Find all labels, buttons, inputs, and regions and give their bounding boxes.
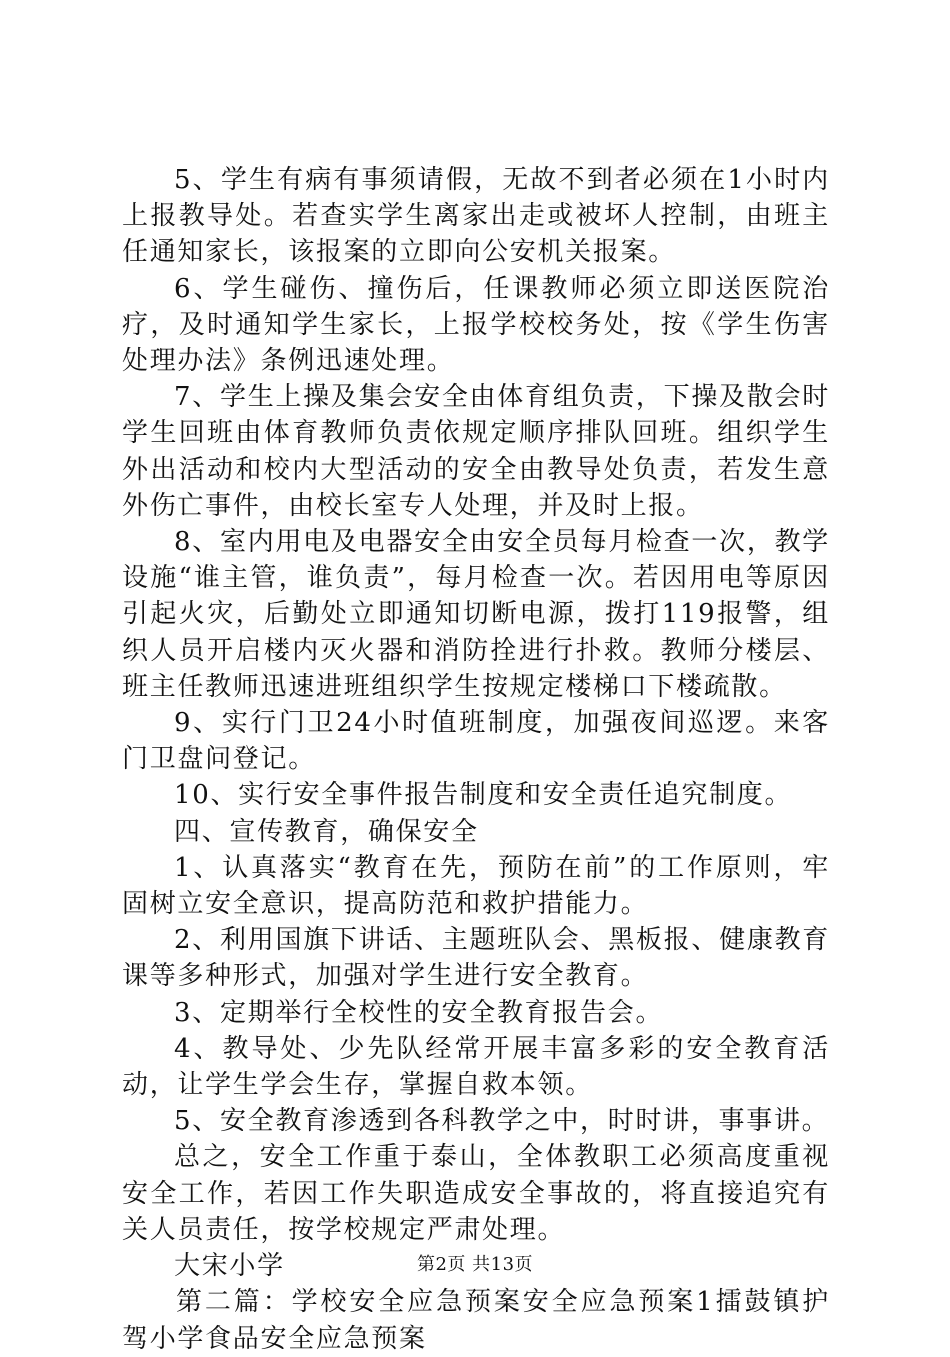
paragraph-education-forms: 2、利用国旗下讲话、主题班队会、黑板报、健康教育课等多种形式，加强对学生进行安全教育。 [122,925,830,992]
paragraph-reporting-system: 10、实行安全事件报告制度和安全责任追究制度。 [174,780,793,811]
section-heading-education: 四、宣传教育，确保安全 [174,816,479,847]
paragraph-education-principle: 1、认真落实“教育在先，预防在前”的工作原则，牢固树立安全意识，提高防范和救护措能力。 [122,852,830,920]
school-signature: 大宋小学 [174,1251,285,1282]
paragraph-teaching-integration: 5、安全教育渗透到各科教学之中，时时讲，事事讲。 [174,1106,830,1137]
paragraph-injury-handling: 6、学生碰伤、撞伤后，任课教师必须立即送医院治疗，及时通知学生家长，上报学校校务处，按《学生伤害处理办法》条例迅速处理。 [122,273,830,377]
paragraph-report-meeting: 3、定期举行全校性的安全教育报告会。 [174,997,664,1028]
paragraph-conclusion: 总之，安全工作重于泰山，全体教职工必须高度重视安全工作，若因工作失职造成安全事故的，将直接追究有关人员责任，按学校规定严肃处理。 [122,1142,830,1245]
paragraph-sick-leave: 5、学生有病有事须请假，无故不到者必须在1小时内上报教导处。若查实学生离家出走或被坏人控制，由班主任通知家长，该报案的立即向公安机关报案。 [122,165,830,268]
page-number-footer: 第2页 共13页 [416,1254,534,1275]
paragraph-activities: 4、教导处、少先队经常开展丰富多彩的安全教育活动，让学生学会生存，掌握自救本领。 [122,1033,830,1101]
paragraph-guard-duty: 9、实行门卫24小时值班制度，加强夜间巡逻。来客门卫盘问登记。 [122,708,830,775]
paragraph-electrical-safety: 8、室内用电及电器安全由安全员每月检查一次，教学设施“谁主管，谁负责”，每月检查一次。若因用电等原因引起火灾，后勤处立即通知切断电源，拨打119报警，组织人员开启楼内灭火器和消防拴进行扑救。教师分楼层、班主任教师迅速进班组织学生按规定楼梯口下楼疏散。 [122,527,830,702]
document-body [122,162,830,1357]
paragraph-exercise-assembly: 7、学生上操及集会安全由体育组负责，下操及散会时学生回班由体育教师负责依规定顺序排队回班。组织学生外出活动和校内大型活动的安全由教导处负责，若发生意外伤亡事件，由校长室专人处理，并及时上报。 [122,382,830,521]
next-section-title: 第二篇：学校安全应急预案安全应急预案1擂鼓镇护驾小学食品安全应急预案 [122,1287,830,1354]
